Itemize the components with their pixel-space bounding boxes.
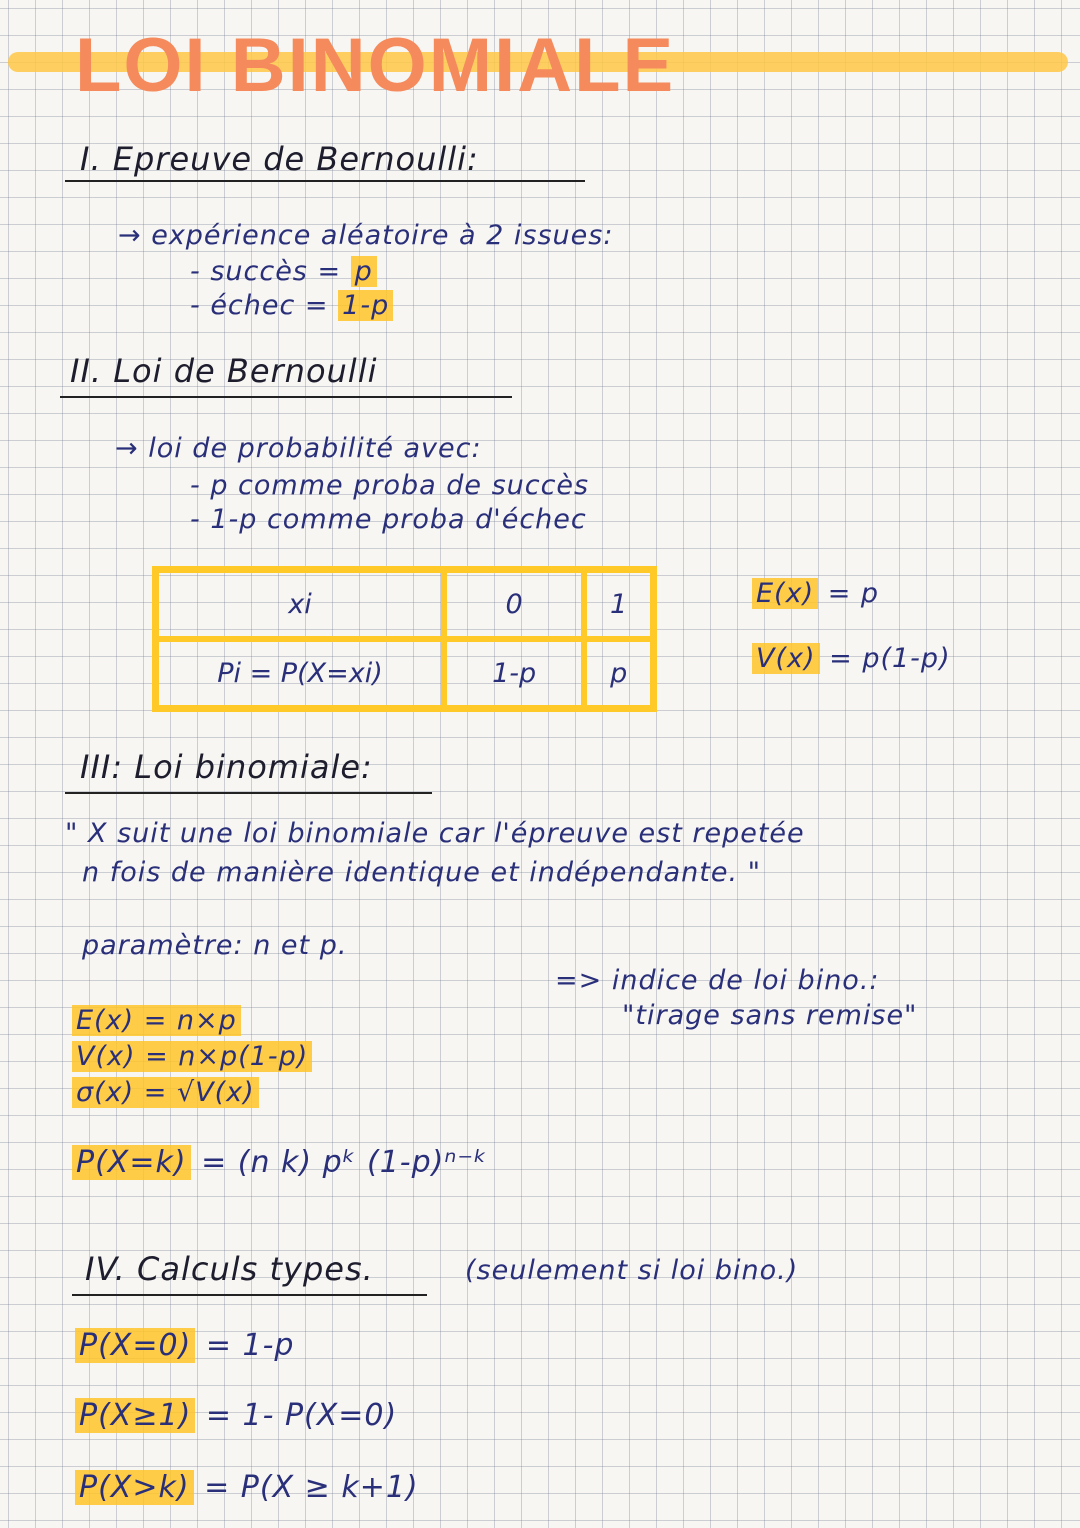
formula-value: = 1- P(X=0) bbox=[205, 1398, 398, 1433]
formula: σ(x) = √V(x) bbox=[72, 1077, 259, 1108]
section-4-heading: IV. Calculs types. bbox=[85, 1250, 374, 1288]
underline bbox=[72, 1294, 427, 1296]
table-cell: 1-p bbox=[444, 639, 584, 709]
bernoulli-table bbox=[152, 566, 657, 712]
table-cell: Pi = P(X=xi) bbox=[156, 639, 445, 709]
page-title: LOI BINOMIALE bbox=[75, 23, 676, 108]
s1-intro: → expérience aléatoire à 2 issues: bbox=[118, 220, 614, 251]
success-value: p bbox=[351, 256, 377, 287]
binomial-expectation bbox=[72, 1005, 241, 1036]
formula-value: = P(X ≥ k+1) bbox=[204, 1470, 419, 1505]
binomial-pmf bbox=[72, 1145, 488, 1180]
hint-line-2: "tirage sans remise" bbox=[622, 1000, 918, 1031]
s1-success bbox=[190, 256, 377, 287]
expectation-value: = p bbox=[827, 578, 880, 609]
binomial-variance bbox=[72, 1041, 312, 1072]
table-row bbox=[156, 639, 654, 709]
formula-2 bbox=[75, 1398, 397, 1433]
underline bbox=[65, 792, 432, 794]
formula-1 bbox=[75, 1328, 294, 1363]
table-row bbox=[156, 570, 654, 640]
formula-label: P(X≥1) bbox=[75, 1398, 195, 1433]
section-1-heading: I. Epreuve de Bernoulli: bbox=[80, 140, 479, 178]
formula: V(x) = n×p(1-p) bbox=[72, 1041, 312, 1072]
variance-label: V(x) bbox=[752, 643, 820, 674]
formula-value: = 1-p bbox=[205, 1328, 295, 1363]
parameters: paramètre: n et p. bbox=[82, 930, 348, 961]
table-cell: 0 bbox=[444, 570, 584, 640]
success-label: - succès = bbox=[190, 256, 342, 287]
bernoulli-expectation bbox=[752, 578, 879, 609]
hint-line-1: => indice de loi bino.: bbox=[555, 965, 880, 996]
variance-value: = p(1-p) bbox=[829, 643, 951, 674]
section-2-heading: II. Loi de Bernoulli bbox=[70, 352, 378, 390]
pmf-label: P(X=k) bbox=[72, 1145, 191, 1180]
binomial-std-dev bbox=[72, 1077, 259, 1108]
quote-line-2: n fois de manière identique et indépendante. " bbox=[82, 857, 762, 888]
formula-label: P(X>k) bbox=[75, 1470, 194, 1505]
s2-line1: - p comme proba de succès bbox=[190, 470, 590, 501]
fail-value: 1-p bbox=[338, 290, 393, 321]
formula-label: P(X=0) bbox=[75, 1328, 195, 1363]
table-cell: 1 bbox=[584, 570, 653, 640]
pmf-value: = (n k) pᵏ (1-p)ⁿ⁻ᵏ bbox=[201, 1145, 488, 1180]
bernoulli-variance bbox=[752, 643, 951, 674]
expectation-label: E(x) bbox=[752, 578, 818, 609]
formula-3 bbox=[75, 1470, 419, 1505]
fail-label: - échec = bbox=[190, 290, 329, 321]
table-cell: p bbox=[584, 639, 653, 709]
s2-line2: - 1-p comme proba d'échec bbox=[190, 504, 587, 535]
underline bbox=[60, 396, 512, 398]
table-cell: xi bbox=[156, 570, 445, 640]
s2-intro: → loi de probabilité avec: bbox=[115, 433, 482, 464]
formula: E(x) = n×p bbox=[72, 1005, 241, 1036]
s1-fail bbox=[190, 290, 393, 321]
quote-line-1: " X suit une loi binomiale car l'épreuve est repetée bbox=[65, 818, 805, 849]
underline bbox=[65, 180, 585, 182]
section-3-heading: III: Loi binomiale: bbox=[80, 748, 373, 786]
section-4-note: (seulement si loi bino.) bbox=[465, 1255, 799, 1286]
